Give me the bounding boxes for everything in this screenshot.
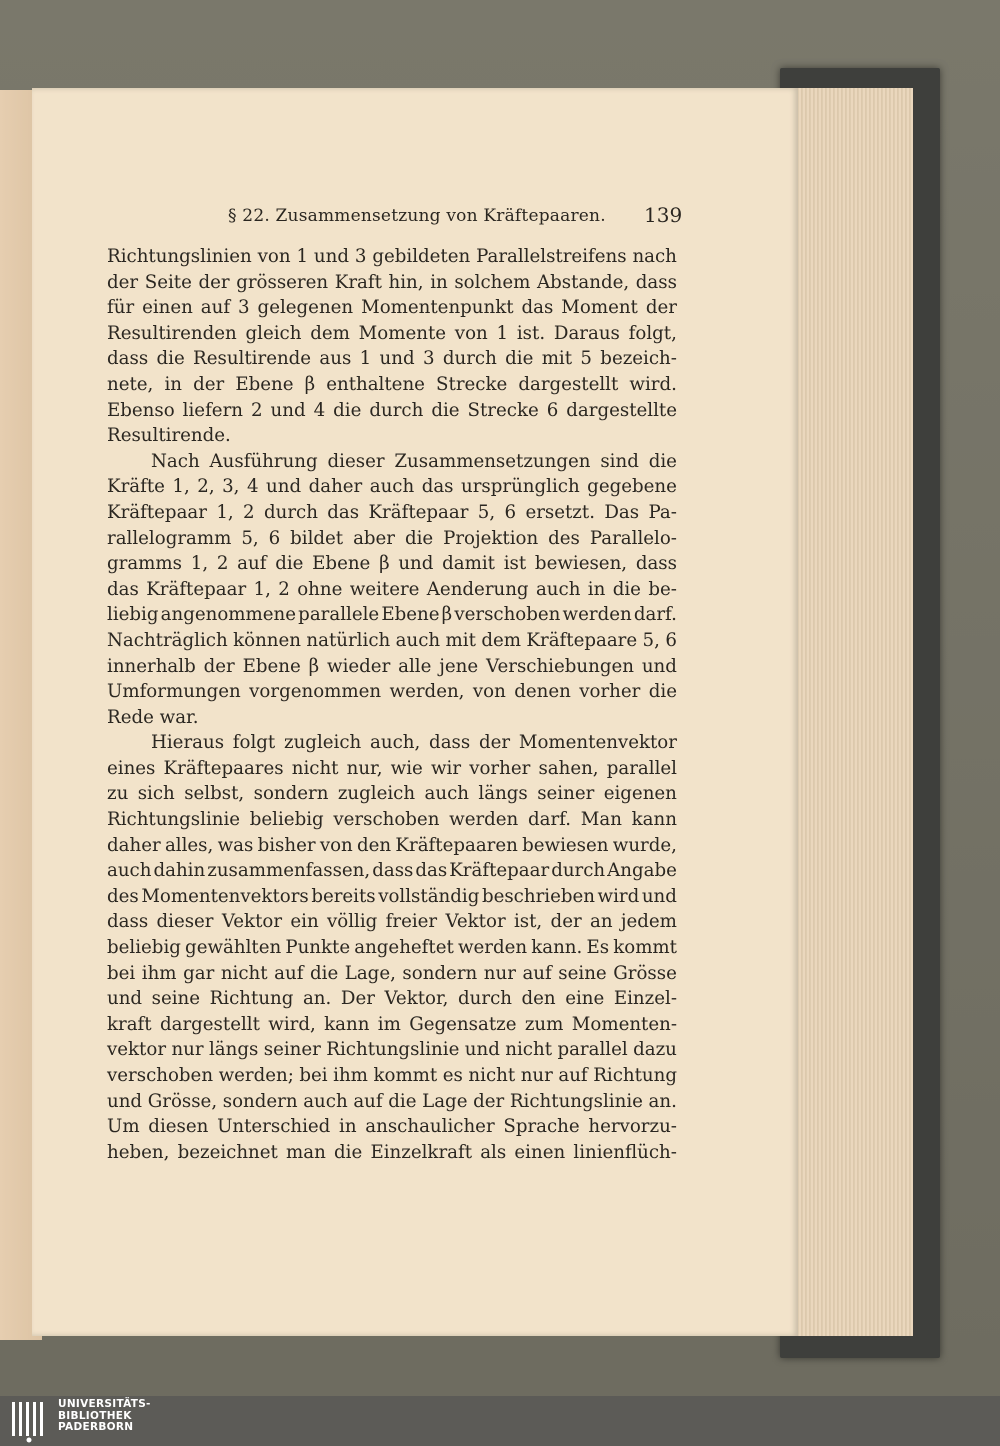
text-line: gramms 1, 2 auf die Ebene β und damit ist bewiesen, dass: [107, 553, 677, 575]
text-line: kraft dargestellt wird, kann im Gegensatze zum Momenten-: [107, 1013, 677, 1035]
library-name-line2: BIBLIOTHEK: [58, 1409, 132, 1422]
library-name-line3: PADERBORN: [58, 1421, 134, 1433]
text-line: auch dahin zusammenfassen, dass das Kräftepaar durch Angabe: [107, 860, 677, 882]
text-line: Nachträglich können natürlich auch mit dem Kräftepaare 5, 6: [107, 629, 677, 651]
text-line: Resultirenden gleich dem Momente von 1 ist. Daraus folgt,: [107, 322, 677, 344]
text-line: bei ihm gar nicht auf die Lage, sondern nur auf seine Grösse: [107, 962, 677, 984]
text-line: Resultirende.: [107, 425, 231, 447]
library-name: [58, 1399, 151, 1434]
text-line: liebig angenommene parallele Ebene β verschoben werden darf.: [107, 604, 677, 626]
text-line: und seine Richtung an. Der Vektor, durch den eine Einzel-: [107, 988, 677, 1010]
page-number: 139: [644, 203, 683, 227]
text-line: Rede war.: [107, 706, 199, 728]
text-line: für einen auf 3 gelegenen Momentenpunkt das Moment der: [107, 297, 677, 319]
text-line: Kräfte 1, 2, 3, 4 und daher auch das ursprünglich gegebene: [107, 476, 677, 498]
text-line: daher alles, was bisher von den Kräftepaaren bewiesen wurde,: [107, 834, 677, 856]
text-line: verschoben werden; bei ihm kommt es nicht nur auf Richtung: [107, 1065, 677, 1086]
text-line: Um diesen Unterschied in anschaulicher Sprache hervorzu-: [107, 1116, 677, 1138]
text-line: zu sich selbst, sondern zugleich auch längs seiner eigenen: [107, 783, 677, 805]
page-block-edges: [795, 88, 913, 1336]
text-line: Ebenso liefern 2 und 4 die durch die Strecke 6 dargestellte: [107, 399, 677, 421]
text-line: der Seite der grösseren Kraft hin, in solchem Abstande, dass: [107, 271, 677, 293]
text-line: rallelogramm 5, 6 bildet aber die Projektion des Parallelo-: [107, 527, 677, 549]
text-line: Richtungslinien von 1 und 3 gebildeten Parallelstreifens nach: [107, 246, 677, 267]
text-line: Nach Ausführung dieser Zusammensetzungen sind die: [151, 450, 677, 472]
text-line: vektor nur längs seiner Richtungslinie und nicht parallel dazu: [107, 1039, 677, 1061]
text-line: beliebig gewählten Punkte angeheftet werden kann. Es kommt: [107, 937, 677, 959]
text-line: Umformungen vorgenommen werden, von denen vorher die: [107, 681, 677, 703]
text-line: und Grösse, sondern auch auf die Lage der Richtungslinie an.: [107, 1090, 677, 1112]
text-line: nete, in der Ebene β enthaltene Strecke dargestellt wird.: [107, 373, 677, 395]
text-line: innerhalb der Ebene β wieder alle jene Verschiebungen und: [107, 655, 677, 677]
text-line: eines Kräftepaares nicht nur, wie wir vorher sahen, parallel: [107, 757, 677, 779]
text-line: das Kräftepaar 1, 2 ohne weitere Aenderung auch in die be-: [107, 578, 677, 600]
text-line: dass dieser Vektor ein völlig freier Vektor ist, der an jedem: [107, 911, 677, 933]
text-line: dass die Resultirende aus 1 und 3 durch die mit 5 bezeich-: [107, 348, 677, 370]
library-logo-icon: [8, 1398, 50, 1444]
text-line: des Momentenvektors bereits vollständig beschrieben wird und: [107, 885, 677, 907]
library-name-line1: UNIVERSITÄTS-: [58, 1398, 151, 1410]
text-line: heben, bezeichnet man die Einzelkraft als einen linienflüch-: [107, 1141, 677, 1163]
running-head: § 22. Zusammensetzung von Kräftepaaren.: [228, 206, 606, 226]
body-text: [107, 244, 677, 1165]
text-line: Richtungslinie beliebig verschoben werden darf. Man kann: [107, 809, 677, 831]
text-line: Kräftepaar 1, 2 durch das Kräftepaar 5, 6 ersetzt. Das Pa-: [107, 501, 677, 523]
text-line: Hieraus folgt zugleich auch, dass der Momentenvektor: [151, 732, 677, 754]
